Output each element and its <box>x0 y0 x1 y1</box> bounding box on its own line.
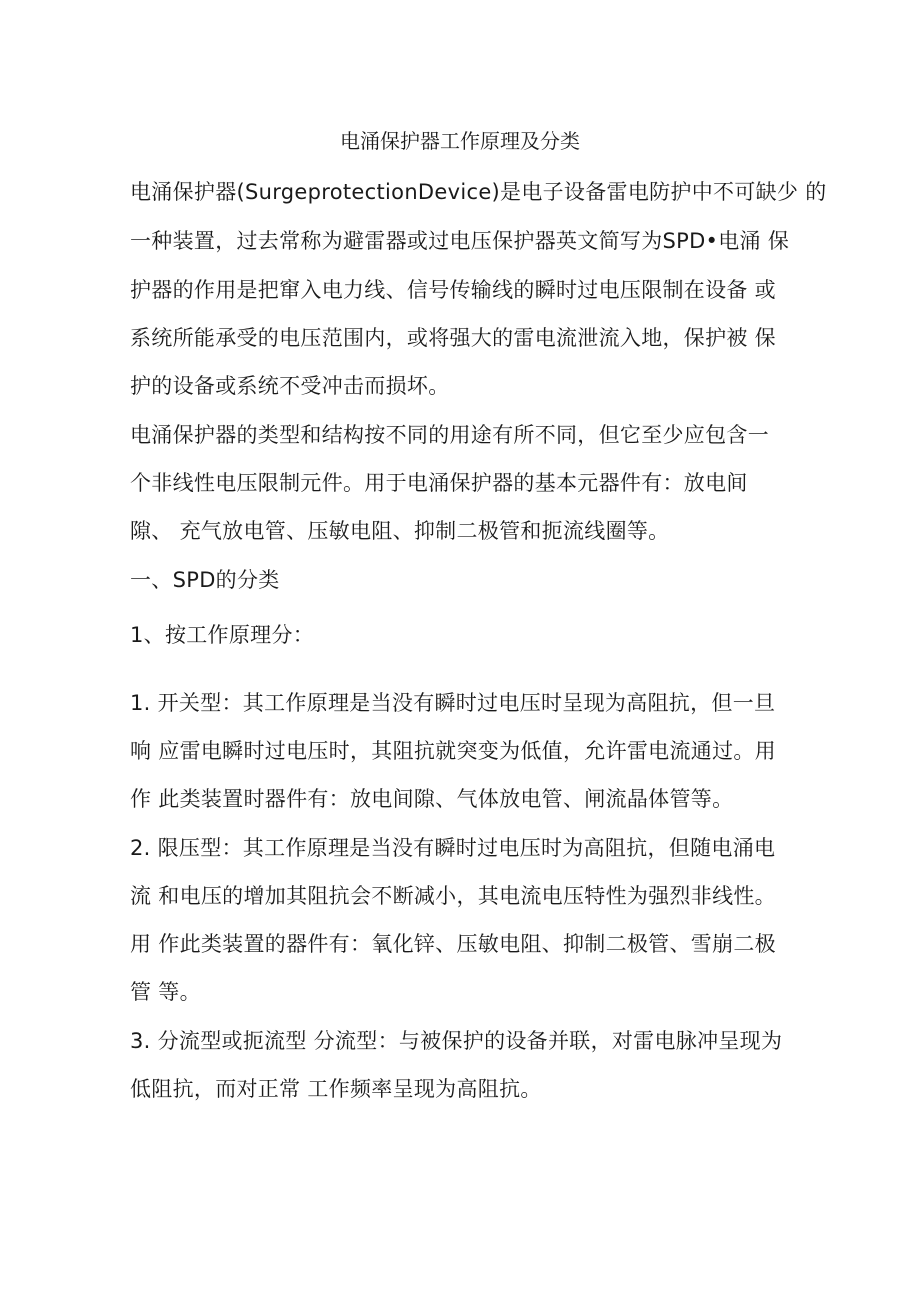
item1-line-1: 1. 开关型：其工作原理是当没有瞬时过电压时呈现为高阻抗，但一旦 <box>130 691 776 715</box>
subsection-heading: 1、按工作原理分： <box>130 623 315 647</box>
intro-line-5: 护的设备或系统不受冲击而损坏。 <box>130 374 450 398</box>
intro-line-2: 一种装置，过去常称为避雷器或过电压保护器英文简写为SPD•电涌 保 <box>130 229 790 253</box>
item2-line-1: 2. 限压型：其工作原理是当没有瞬时过电压时为高阻抗，但随电涌电 <box>130 836 776 860</box>
item3-line-1: 3. 分流型或扼流型 分流型：与被保护的设备并联，对雷电脉冲呈现为 <box>130 1029 783 1053</box>
intro-line-1: 电涌保护器(SurgeprotectionDevice)是电子设备雷电防护中不可缺少 的 <box>130 180 827 204</box>
item1-line-3: 作 此类装置时器件有：放电间隙、气体放电管、闸流晶体管等。 <box>130 787 734 811</box>
item2-line-2: 流 和电压的增加其阻抗会不断减小，其电流电压特性为强烈非线性。 <box>130 884 776 908</box>
types-line-3: 隙、 充气放电管、压敏电阻、抑制二极管和扼流线圈等。 <box>130 519 670 543</box>
item1-line-2: 响 应雷电瞬时过电压时，其阻抗就突变为低值，允许雷电流通过。用 <box>130 739 776 763</box>
item2-line-4: 管 等。 <box>130 980 201 1004</box>
intro-line-3: 护器的作用是把窜入电力线、信号传输线的瞬时过电压限制在设备 或 <box>130 278 776 302</box>
types-line-1: 电涌保护器的类型和结构按不同的用途有所不同，但它至少应包含一 <box>130 423 769 447</box>
document-title: 电涌保护器工作原理及分类 <box>340 129 580 153</box>
item2-line-3: 用 作此类装置的器件有：氧化锌、压敏电阻、抑制二极管、雪崩二极 <box>130 932 776 956</box>
types-line-2: 个非线性电压限制元件。用于电涌保护器的基本元器件有：放电间 <box>130 471 748 495</box>
intro-line-4: 系统所能承受的电压范围内，或将强大的雷电流泄流入地，保护被 保 <box>130 326 776 350</box>
item3-line-2: 低阻抗，而对正常 工作频率呈现为高阻抗。 <box>130 1077 542 1101</box>
section-heading: 一、SPD的分类 <box>130 568 280 592</box>
